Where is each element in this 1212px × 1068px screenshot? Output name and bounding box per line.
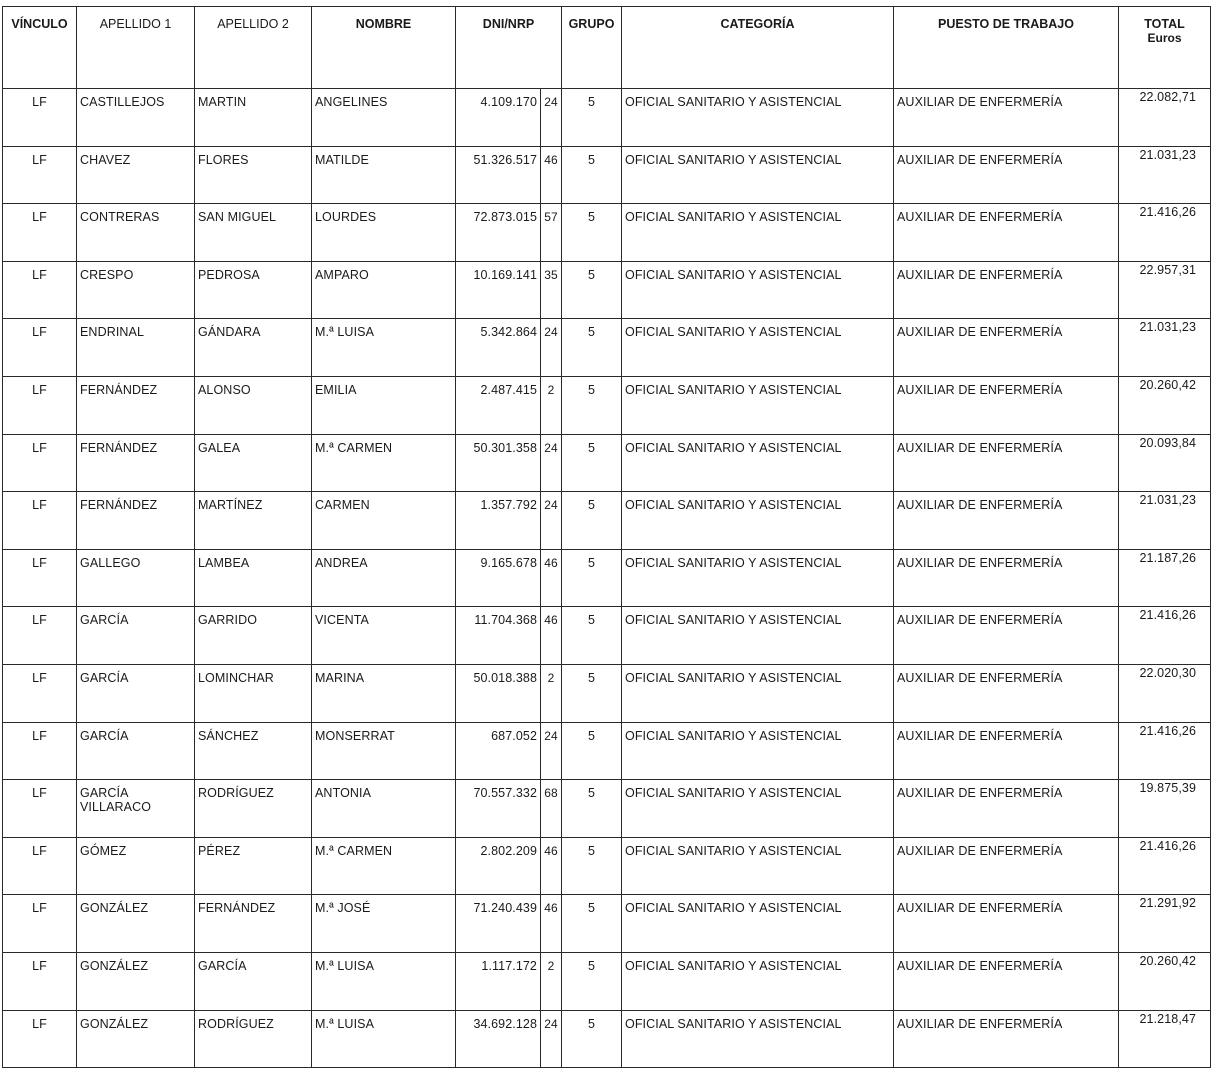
cell-apellido2: GÁNDARA	[195, 319, 312, 377]
cell-apellido2: SAN MIGUEL	[195, 204, 312, 262]
cell-vinculo: LF	[3, 89, 77, 147]
table-row	[3, 492, 1211, 550]
cell-codigo: 24	[541, 492, 562, 550]
cell-total: 21.218,47	[1119, 1010, 1211, 1068]
cell-nombre: MONSERRAT	[312, 722, 456, 780]
cell-dni: 72.873.015	[456, 204, 541, 262]
cell-vinculo: LF	[3, 261, 77, 319]
cell-puesto: AUXILIAR DE ENFERMERÍA	[894, 837, 1119, 895]
cell-dni: 50.301.358	[456, 434, 541, 492]
cell-nombre: M.ª CARMEN	[312, 434, 456, 492]
cell-grupo: 5	[562, 722, 622, 780]
cell-total: 21.031,23	[1119, 492, 1211, 550]
cell-apellido1: FERNÁNDEZ	[77, 434, 195, 492]
cell-nombre: ANGELINES	[312, 89, 456, 147]
cell-apellido1: GONZÁLEZ	[77, 895, 195, 953]
cell-vinculo: LF	[3, 319, 77, 377]
cell-total: 19.875,39	[1119, 780, 1211, 838]
cell-nombre: MARINA	[312, 664, 456, 722]
cell-categoria: OFICIAL SANITARIO Y ASISTENCIAL	[622, 780, 894, 838]
cell-vinculo: LF	[3, 895, 77, 953]
cell-grupo: 5	[562, 376, 622, 434]
cell-dni: 51.326.517	[456, 146, 541, 204]
cell-nombre: M.ª CARMEN	[312, 837, 456, 895]
cell-nombre: LOURDES	[312, 204, 456, 262]
header-grupo: GRUPO	[562, 7, 622, 89]
cell-vinculo: LF	[3, 376, 77, 434]
cell-vinculo: LF	[3, 607, 77, 665]
cell-vinculo: LF	[3, 664, 77, 722]
cell-apellido1: GARCÍA	[77, 664, 195, 722]
table-row	[3, 146, 1211, 204]
table-row	[3, 261, 1211, 319]
cell-codigo: 46	[541, 837, 562, 895]
cell-grupo: 5	[562, 607, 622, 665]
cell-grupo: 5	[562, 1010, 622, 1068]
cell-categoria: OFICIAL SANITARIO Y ASISTENCIAL	[622, 146, 894, 204]
cell-vinculo: LF	[3, 1010, 77, 1068]
cell-grupo: 5	[562, 434, 622, 492]
cell-categoria: OFICIAL SANITARIO Y ASISTENCIAL	[622, 952, 894, 1010]
cell-vinculo: LF	[3, 722, 77, 780]
cell-total: 22.082,71	[1119, 89, 1211, 147]
cell-total: 21.416,26	[1119, 837, 1211, 895]
cell-vinculo: LF	[3, 434, 77, 492]
cell-apellido1: ENDRINAL	[77, 319, 195, 377]
cell-nombre: EMILIA	[312, 376, 456, 434]
cell-codigo: 35	[541, 261, 562, 319]
table-row	[3, 319, 1211, 377]
cell-categoria: OFICIAL SANITARIO Y ASISTENCIAL	[622, 204, 894, 262]
cell-apellido1: GARCÍA VILLARACO	[77, 780, 195, 838]
cell-apellido2: MARTÍNEZ	[195, 492, 312, 550]
cell-dni: 10.169.141	[456, 261, 541, 319]
cell-nombre: M.ª LUISA	[312, 952, 456, 1010]
cell-codigo: 46	[541, 146, 562, 204]
cell-dni: 1.357.792	[456, 492, 541, 550]
header-apellido1: APELLIDO 1	[77, 7, 195, 89]
cell-puesto: AUXILIAR DE ENFERMERÍA	[894, 492, 1119, 550]
header-apellido2: APELLIDO 2	[195, 7, 312, 89]
cell-puesto: AUXILIAR DE ENFERMERÍA	[894, 434, 1119, 492]
cell-grupo: 5	[562, 204, 622, 262]
cell-codigo: 24	[541, 319, 562, 377]
cell-codigo: 68	[541, 780, 562, 838]
cell-codigo: 2	[541, 664, 562, 722]
cell-puesto: AUXILIAR DE ENFERMERÍA	[894, 204, 1119, 262]
cell-codigo: 24	[541, 722, 562, 780]
cell-grupo: 5	[562, 492, 622, 550]
header-categoria: CATEGORÍA	[622, 7, 894, 89]
cell-grupo: 5	[562, 261, 622, 319]
cell-categoria: OFICIAL SANITARIO Y ASISTENCIAL	[622, 1010, 894, 1068]
cell-apellido2: FERNÁNDEZ	[195, 895, 312, 953]
cell-dni: 50.018.388	[456, 664, 541, 722]
cell-apellido2: GARRIDO	[195, 607, 312, 665]
table-row	[3, 89, 1211, 147]
cell-vinculo: LF	[3, 837, 77, 895]
cell-nombre: ANTONIA	[312, 780, 456, 838]
cell-categoria: OFICIAL SANITARIO Y ASISTENCIAL	[622, 837, 894, 895]
cell-codigo: 57	[541, 204, 562, 262]
cell-apellido1: GALLEGO	[77, 549, 195, 607]
cell-puesto: AUXILIAR DE ENFERMERÍA	[894, 261, 1119, 319]
cell-apellido2: MARTIN	[195, 89, 312, 147]
cell-categoria: OFICIAL SANITARIO Y ASISTENCIAL	[622, 895, 894, 953]
cell-grupo: 5	[562, 549, 622, 607]
cell-puesto: AUXILIAR DE ENFERMERÍA	[894, 376, 1119, 434]
cell-puesto: AUXILIAR DE ENFERMERÍA	[894, 952, 1119, 1010]
cell-dni: 71.240.439	[456, 895, 541, 953]
cell-apellido2: LAMBEA	[195, 549, 312, 607]
header-nombre: NOMBRE	[312, 7, 456, 89]
cell-total: 21.416,26	[1119, 204, 1211, 262]
cell-categoria: OFICIAL SANITARIO Y ASISTENCIAL	[622, 319, 894, 377]
cell-apellido1: GÓMEZ	[77, 837, 195, 895]
table-row	[3, 664, 1211, 722]
cell-dni: 4.109.170	[456, 89, 541, 147]
cell-grupo: 5	[562, 837, 622, 895]
cell-total: 21.031,23	[1119, 146, 1211, 204]
cell-vinculo: LF	[3, 146, 77, 204]
cell-apellido1: CHAVEZ	[77, 146, 195, 204]
cell-codigo: 46	[541, 549, 562, 607]
cell-categoria: OFICIAL SANITARIO Y ASISTENCIAL	[622, 434, 894, 492]
cell-vinculo: LF	[3, 492, 77, 550]
cell-apellido1: CASTILLEJOS	[77, 89, 195, 147]
cell-apellido2: PEDROSA	[195, 261, 312, 319]
table-body	[3, 89, 1211, 1068]
table-row	[3, 722, 1211, 780]
table-row	[3, 780, 1211, 838]
cell-total: 21.187,26	[1119, 549, 1211, 607]
cell-dni: 687.052	[456, 722, 541, 780]
header-total	[1119, 7, 1211, 89]
cell-puesto: AUXILIAR DE ENFERMERÍA	[894, 549, 1119, 607]
cell-apellido1: FERNÁNDEZ	[77, 492, 195, 550]
cell-apellido2: GALEA	[195, 434, 312, 492]
cell-puesto: AUXILIAR DE ENFERMERÍA	[894, 722, 1119, 780]
cell-dni: 5.342.864	[456, 319, 541, 377]
cell-apellido1: CONTRERAS	[77, 204, 195, 262]
cell-vinculo: LF	[3, 549, 77, 607]
cell-dni: 34.692.128	[456, 1010, 541, 1068]
table-row	[3, 376, 1211, 434]
cell-dni: 1.117.172	[456, 952, 541, 1010]
cell-vinculo: LF	[3, 780, 77, 838]
cell-total: 21.031,23	[1119, 319, 1211, 377]
table-row	[3, 434, 1211, 492]
header-row	[3, 7, 1211, 89]
cell-grupo: 5	[562, 952, 622, 1010]
cell-puesto: AUXILIAR DE ENFERMERÍA	[894, 89, 1119, 147]
cell-nombre: ANDREA	[312, 549, 456, 607]
cell-apellido2: FLORES	[195, 146, 312, 204]
cell-nombre: MATILDE	[312, 146, 456, 204]
cell-nombre: M.ª JOSÉ	[312, 895, 456, 953]
table-row	[3, 952, 1211, 1010]
cell-dni: 2.487.415	[456, 376, 541, 434]
cell-categoria: OFICIAL SANITARIO Y ASISTENCIAL	[622, 607, 894, 665]
cell-categoria: OFICIAL SANITARIO Y ASISTENCIAL	[622, 722, 894, 780]
cell-total: 20.093,84	[1119, 434, 1211, 492]
cell-total: 21.291,92	[1119, 895, 1211, 953]
cell-total: 21.416,26	[1119, 607, 1211, 665]
cell-grupo: 5	[562, 89, 622, 147]
cell-categoria: OFICIAL SANITARIO Y ASISTENCIAL	[622, 549, 894, 607]
cell-categoria: OFICIAL SANITARIO Y ASISTENCIAL	[622, 261, 894, 319]
cell-apellido1: GONZÁLEZ	[77, 1010, 195, 1068]
cell-apellido2: GARCÍA	[195, 952, 312, 1010]
table-row	[3, 549, 1211, 607]
cell-grupo: 5	[562, 664, 622, 722]
cell-puesto: AUXILIAR DE ENFERMERÍA	[894, 1010, 1119, 1068]
cell-puesto: AUXILIAR DE ENFERMERÍA	[894, 607, 1119, 665]
cell-dni: 9.165.678	[456, 549, 541, 607]
cell-puesto: AUXILIAR DE ENFERMERÍA	[894, 319, 1119, 377]
cell-grupo: 5	[562, 780, 622, 838]
cell-nombre: CARMEN	[312, 492, 456, 550]
cell-apellido2: SÁNCHEZ	[195, 722, 312, 780]
cell-nombre: VICENTA	[312, 607, 456, 665]
cell-dni: 70.557.332	[456, 780, 541, 838]
cell-dni: 11.704.368	[456, 607, 541, 665]
cell-apellido1: GARCÍA	[77, 607, 195, 665]
cell-categoria: OFICIAL SANITARIO Y ASISTENCIAL	[622, 89, 894, 147]
cell-apellido1: GARCÍA	[77, 722, 195, 780]
cell-puesto: AUXILIAR DE ENFERMERÍA	[894, 664, 1119, 722]
table-row	[3, 1010, 1211, 1068]
cell-total: 20.260,42	[1119, 952, 1211, 1010]
table-row	[3, 607, 1211, 665]
cell-categoria: OFICIAL SANITARIO Y ASISTENCIAL	[622, 492, 894, 550]
header-puesto: PUESTO DE TRABAJO	[894, 7, 1119, 89]
cell-apellido1: FERNÁNDEZ	[77, 376, 195, 434]
cell-apellido2: RODRÍGUEZ	[195, 780, 312, 838]
cell-nombre: M.ª LUISA	[312, 1010, 456, 1068]
cell-vinculo: LF	[3, 952, 77, 1010]
cell-codigo: 46	[541, 607, 562, 665]
header-vinculo: VÍNCULO	[3, 7, 77, 89]
cell-codigo: 2	[541, 376, 562, 434]
cell-puesto: AUXILIAR DE ENFERMERÍA	[894, 780, 1119, 838]
cell-apellido2: RODRÍGUEZ	[195, 1010, 312, 1068]
table-row	[3, 204, 1211, 262]
header-dni: DNI/NRP	[456, 7, 562, 89]
staff-table	[2, 6, 1211, 1068]
cell-categoria: OFICIAL SANITARIO Y ASISTENCIAL	[622, 376, 894, 434]
cell-apellido1: GONZÁLEZ	[77, 952, 195, 1010]
cell-nombre: M.ª LUISA	[312, 319, 456, 377]
cell-nombre: AMPARO	[312, 261, 456, 319]
cell-vinculo: LF	[3, 204, 77, 262]
cell-grupo: 5	[562, 146, 622, 204]
cell-codigo: 24	[541, 434, 562, 492]
cell-apellido2: PÉREZ	[195, 837, 312, 895]
cell-grupo: 5	[562, 319, 622, 377]
cell-puesto: AUXILIAR DE ENFERMERÍA	[894, 895, 1119, 953]
cell-codigo: 24	[541, 89, 562, 147]
table-row	[3, 837, 1211, 895]
cell-codigo: 24	[541, 1010, 562, 1068]
cell-total: 22.020,30	[1119, 664, 1211, 722]
cell-total: 20.260,42	[1119, 376, 1211, 434]
table-row	[3, 895, 1211, 953]
cell-codigo: 46	[541, 895, 562, 953]
cell-total: 21.416,26	[1119, 722, 1211, 780]
cell-categoria: OFICIAL SANITARIO Y ASISTENCIAL	[622, 664, 894, 722]
cell-dni: 2.802.209	[456, 837, 541, 895]
cell-total: 22.957,31	[1119, 261, 1211, 319]
cell-apellido2: ALONSO	[195, 376, 312, 434]
header-total-label: TOTAL	[1144, 17, 1185, 31]
header-total-unit: Euros	[1147, 31, 1182, 45]
cell-grupo: 5	[562, 895, 622, 953]
cell-apellido2: LOMINCHAR	[195, 664, 312, 722]
cell-codigo: 2	[541, 952, 562, 1010]
cell-puesto: AUXILIAR DE ENFERMERÍA	[894, 146, 1119, 204]
cell-apellido1: CRESPO	[77, 261, 195, 319]
